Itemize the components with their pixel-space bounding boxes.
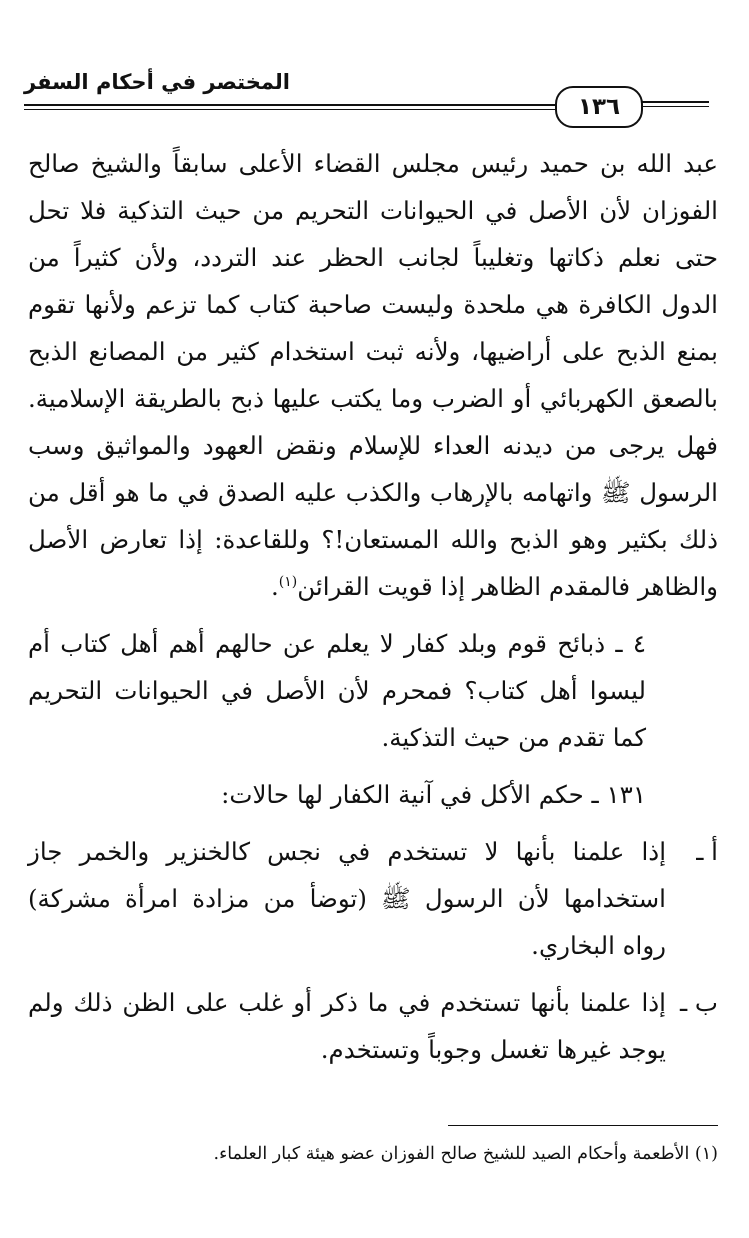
page-number-badge: [555, 86, 643, 128]
list-marker-a: أ ـ: [696, 837, 718, 866]
list-text-b: إذا علمنا بأنها تستخدم في ما ذكر أو غلب على الظن ذلك ولم يوجد غيرها تغسل وجوباً وتستخدم.: [28, 988, 666, 1064]
header-rule-thin: [24, 109, 562, 110]
header-rule: [24, 104, 562, 106]
book-title: المختصر في أحكام السفر: [24, 70, 291, 94]
header-rule-right-thin: [641, 106, 709, 107]
list-item-a: [28, 828, 718, 969]
list-item-b: [28, 979, 718, 1073]
page-header: [0, 56, 749, 136]
body-text: [28, 140, 718, 1073]
list-marker-b: ب ـ: [679, 988, 718, 1017]
header-rule-right: [641, 101, 709, 103]
list-text-a: إذا علمنا بأنها لا تستخدم في نجس كالخنزير والخمر جاز استخدامها لأن الرسول ﷺ (توضأ من مزادة امرأة مشركة) رواه البخاري.: [28, 837, 666, 960]
footnote: (١) الأطعمة وأحكام الصيد للشيخ صالح الفوزان عضو هيئة كبار العلماء.: [213, 1144, 718, 1164]
page-number: ١٣٦: [577, 94, 621, 120]
footnote-separator: [448, 1125, 718, 1126]
paragraph-continuation: [28, 140, 718, 610]
footnote-reference: (١): [278, 573, 298, 590]
section-heading-131: ١٣١ ـ حكم الأكل في آنية الكفار لها حالات:: [221, 780, 646, 809]
paragraph-item-4: ٤ ـ ذبائح قوم وبلد كفار لا يعلم عن حالهم أهم أهل كتاب أم ليسوا أهل كتاب؟ فمحرم لأن الأصل في الحيوانات التحريم كما تقدم من حيث التذكية.: [28, 629, 646, 752]
paragraph-1-text: عبد الله بن حميد رئيس مجلس القضاء الأعلى سابقاً والشيخ صالح الفوزان لأن الأصل في الحيوانات التحريم من حيث التذكية فلا تحل حتى نعلم ذكاتها وتغليباً لجانب الحظر عند التردد، ولأن كثيراً من الدول الكافرة هي ملحدة وليست صاحبة كتاب كما تزعم ولأنها تقوم بمنع الذبح على أراضيها، ولأنه ثبت استخدام كثير من المصانع الذبح بالصعق الكهربائي أو الضرب وما يكتب عليها ذبح بالطريقة الإسلامية. فهل يرجى من ديدنه العداء للإسلام ونقض العهود والمواثيق وسب الرسول ﷺ واتهامه بالإرهاب والكذب عليه الصدق في ما هو أقل من ذلك بكثير وهو الذبح والله المستعان!؟ وللقاعدة: إذا تعارض الأصل والظاهر فالمقدم الظاهر إذا قويت القرائن: [28, 149, 718, 601]
paragraph-1-period: .: [270, 572, 279, 601]
